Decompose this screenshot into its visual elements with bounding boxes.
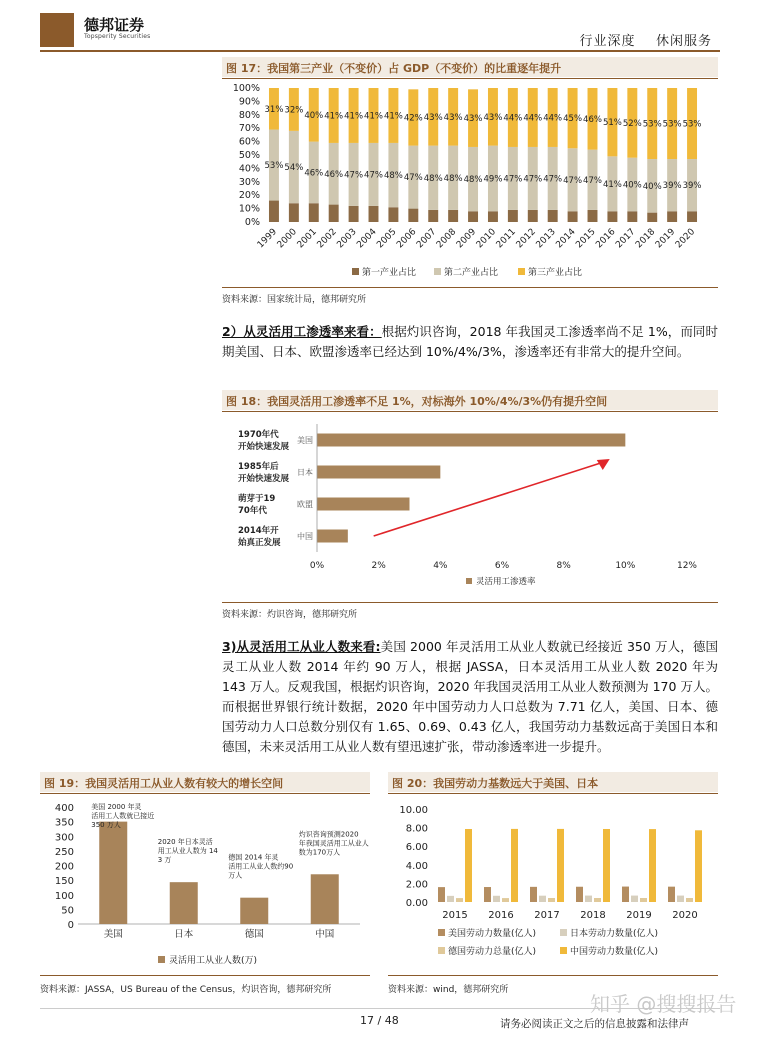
x-tick-label: 0% [309,561,325,571]
bar [585,896,592,902]
annotation-label: 始真正发展 [238,538,281,548]
fig17-chart [222,80,718,285]
bar [539,896,546,902]
bar-segment [607,211,617,222]
data-label: 41% [383,111,403,122]
y-tick-label: 350 [54,817,74,829]
fig19-bottom-rule [40,975,370,976]
fig19-chart [40,797,370,969]
y-tick-label: 150 [54,876,74,888]
fig17-top-rule [222,78,718,79]
data-label: 47% [403,173,423,184]
x-tick-label: 2015 [574,227,598,251]
legend-label: 德国劳动力总量(亿人) [448,947,537,957]
x-tick-label: 德国 [244,929,264,940]
fig17-bottom-rule [222,287,718,288]
data-label: 47% [503,174,523,185]
x-tick-label: 2018 [634,227,658,251]
y-tick-label: 250 [54,846,74,858]
legend-label: 第二产业占比 [444,268,499,278]
legend-swatch [158,956,165,963]
legend-swatch [560,947,567,954]
data-label: 53% [662,119,682,130]
y-tick-label: 10% [238,203,260,215]
trend-arrow-head-icon [597,459,610,470]
x-tick-label: 2010 [474,227,499,251]
bar-segment [388,207,398,222]
legend-swatch [518,268,525,275]
y-category-label: 欧盟 [297,500,313,509]
bar [511,829,518,902]
fig20-top-rule [388,793,718,794]
y-tick-label: 30% [238,176,260,188]
bar [557,829,564,902]
data-label: 41% [344,111,364,122]
fig19-top-rule [40,793,370,794]
fig18-source: 资料来源：灼识咨询，德邦研究所 [222,610,358,620]
bar-segment [667,211,677,222]
data-label: 44% [543,113,563,124]
data-label: 48% [443,173,463,184]
x-tick-label: 2004 [355,227,379,251]
x-tick-label: 2020 [672,910,698,921]
x-tick-label: 2008 [434,227,459,251]
annotation-label: 3 万 [157,856,172,865]
x-tick-label: 2020 [673,227,698,251]
legend-label: 日本劳动力数量(亿人) [570,929,659,939]
bar [170,882,198,924]
company-name-en: Topsperity Securities [84,33,151,40]
legend-label: 灵活用工渗透率 [476,577,536,587]
data-label: 47% [583,175,602,186]
data-label: 40% [622,180,642,191]
legend-swatch [466,578,472,584]
annotation-label: 年我国灵活用工从业人 [298,839,369,848]
annotation-label: 开始快速发展 [238,474,290,484]
bar-segment [647,213,657,222]
legend-swatch [352,268,359,275]
bar [530,887,537,902]
bar-segment [488,211,498,222]
x-tick-label: 2000 [275,227,299,251]
fig18-bottom-rule [222,602,718,603]
report-category: 行业深度 休闲服务 [579,34,712,49]
page-number: 17 / 48 [360,1014,399,1027]
data-label: 52% [622,118,642,129]
bar [240,898,268,924]
x-tick-label: 2009 [454,227,479,251]
bar-segment [468,211,478,222]
data-label: 31% [264,104,284,115]
bar-segment [329,205,339,222]
bar [631,896,638,902]
x-tick-label: 2017 [534,910,560,921]
bar-segment [528,210,538,222]
x-tick-label: 2013 [534,227,558,251]
company-name: 德邦证券 [84,16,145,34]
fig18-chart [222,418,718,598]
bar [649,829,656,902]
y-tick-label: 100 [54,890,74,902]
x-tick-label: 1999 [255,227,280,251]
fig17-source: 资料来源：国家统计局，德邦研究所 [222,295,367,305]
footer-disclaimer: 请务必阅读正文之后的信息披露和法律声 [500,1018,689,1030]
annotation-label: 2014年开 [238,526,279,536]
bar-segment [687,211,697,222]
bar-segment [448,210,458,222]
data-label: 42% [403,113,423,124]
bar-segment [269,201,279,222]
data-label: 53% [682,119,702,130]
bar [456,898,463,902]
annotation-label: 活用工从业人数约90 [228,862,294,871]
bar-segment [508,210,518,222]
data-label: 43% [483,112,503,123]
data-label: 41% [602,179,622,190]
y-tick-label: 0% [244,217,260,228]
y-tick-label: 20% [238,190,260,202]
y-category-label: 日本 [297,468,313,477]
x-tick-label: 2002 [315,227,339,251]
bar [99,822,127,924]
annotation-label: 萌芽于19 [238,494,276,504]
x-tick-label: 2015 [442,910,468,921]
y-tick-label: 400 [54,803,74,814]
x-tick-label: 2007 [415,227,439,251]
y-tick-label: 4.00 [405,860,428,872]
data-label: 48% [423,173,443,184]
legend-label: 第三产业占比 [528,268,583,278]
x-tick-label: 日本 [174,929,194,940]
data-label: 44% [523,113,543,124]
data-label: 46% [324,169,344,180]
data-label: 47% [344,170,364,181]
x-tick-label: 2014 [554,227,578,251]
data-label: 44% [503,113,523,124]
fig20-source: 资料来源：wind，德邦研究所 [388,985,509,995]
paragraph-headcount-body: 美国 2000 年灵活用工从业人数就已经接近 350 万人，德国灵工从业人数 2014 年约 90 万人，根据 JASSA，日本灵活用工从业人数 2020 年为 143 万人。反观我国，根据灼识咨询，2020 年我国灵活用工从业人数预测为 170 万人。而根据世界银行统计数据，2020 年中国劳动力人口总数为 7.71 亿人，美国、日本、德国劳动力人口总数分别仅有 1.65、0.69、0.43 亿人，我国劳动力基数远高于美国日本和德国，未来灵活用工从业人数有望迅速扩张，带动渗透率进一步提升。 [222,639,718,754]
fig18-title: 图 18：我国灵活用工渗透率不足 1%，对标海外 10%/4%/3%仍有提升空间 [222,390,718,410]
bar-segment [588,210,598,222]
bar-segment [627,211,637,222]
x-tick-label: 2% [371,561,386,571]
data-label: 54% [284,163,304,174]
bar [695,830,702,902]
data-label: 46% [304,168,324,179]
bar [668,887,675,902]
data-label: 39% [662,181,682,192]
annotation-label: 开始快速发展 [238,442,290,452]
bar [447,896,454,902]
header-divider [40,50,720,52]
fig17-title: 图 17：我国第三产业（不变价）占 GDP（不变价）的比重逐年提升 [222,57,718,77]
data-label: 46% [583,114,602,125]
x-tick-label: 6% [494,561,510,571]
x-tick-label: 2001 [295,227,319,251]
data-label: 53% [264,161,284,172]
x-tick-label: 2011 [494,227,518,251]
legend-swatch [438,947,445,954]
annotation-label: 万人 [228,871,243,880]
annotation-label: 70年代 [238,506,267,516]
data-label: 47% [543,174,563,185]
fig19-source: 资料来源：JASSA，US Bureau of the Census，灼识咨询，德邦研究所 [40,985,332,995]
x-tick-label: 2017 [614,227,638,251]
fig20-title: 图 20：我国劳动力基数远大于美国、日本 [388,772,718,792]
company-logo-icon [40,13,74,47]
annotation-label: 美国 2000 年灵 [91,803,142,811]
y-tick-label: 200 [54,861,74,873]
paragraph-penetration-body: 根据灼识咨询，2018 年我国灵工渗透率尚不足 1%，而同时期美国、日本、欧盟渗透率已经达到 10%/4%/3%，渗透率还有非常大的提升空间。 [222,324,718,359]
x-tick-label: 10% [615,561,636,571]
bar-segment [369,206,379,222]
data-label: 41% [364,111,383,122]
fig20-chart [388,797,718,969]
legend-label: 第一产业占比 [362,268,417,278]
bar [640,898,647,902]
y-tick-label: 0 [67,920,74,931]
x-tick-label: 2016 [488,910,514,921]
bar-segment [408,209,418,222]
bar [493,896,500,902]
bar [317,498,410,511]
bar [317,466,440,479]
y-tick-label: 10.00 [399,805,428,816]
data-label: 40% [304,110,324,121]
x-tick-label: 2016 [594,227,618,251]
y-tick-label: 50 [61,905,74,917]
y-category-label: 中国 [297,532,313,541]
bar [603,829,610,902]
paragraph-headcount [222,637,718,757]
annotation-label: 灼识咨询预测2020 [298,830,359,839]
bar-segment [349,206,359,222]
y-tick-label: 40% [238,163,260,175]
y-tick-label: 80% [238,109,260,121]
annotation-label: 活用工人数就已接近 [91,812,155,820]
y-tick-label: 300 [54,832,74,844]
data-label: 51% [602,118,622,129]
bar [622,887,629,902]
y-category-label: 美国 [297,436,313,445]
x-tick-label: 2019 [653,227,678,251]
bar [686,898,693,902]
x-tick-label: 2012 [514,227,538,251]
data-label: 53% [642,119,662,130]
y-tick-label: 100% [232,83,260,94]
data-label: 48% [463,175,483,186]
data-label: 43% [463,114,483,125]
annotation-label: 用工从业人数为 14 [157,847,218,856]
x-tick-label: 2003 [335,227,359,251]
data-label: 32% [284,105,304,116]
y-tick-label: 0.00 [405,898,428,909]
data-label: 48% [383,171,403,182]
bar-segment [428,210,438,222]
bar-segment [568,211,578,222]
data-label: 41% [324,111,344,122]
fig18-top-rule [222,411,718,412]
bar [548,898,555,902]
data-label: 43% [423,112,443,123]
data-label: 49% [483,174,503,185]
bar [484,887,491,902]
bar [502,898,509,902]
bar [317,434,625,447]
x-tick-label: 美国 [103,929,123,940]
paragraph-penetration [222,322,718,362]
y-tick-label: 90% [238,96,260,108]
bar-segment [289,203,299,222]
bar-segment [548,210,558,222]
fig20-bottom-rule [388,975,718,976]
annotation-label: 2020 年日本灵活 [157,838,213,847]
annotation-label: 德国 2014 年灵 [228,853,279,862]
bar [438,887,445,902]
bar [594,898,601,902]
x-tick-label: 8% [556,561,571,571]
bar [465,829,472,902]
y-tick-label: 8.00 [405,823,428,835]
y-tick-label: 70% [238,123,260,135]
y-tick-label: 50% [238,150,260,161]
x-tick-label: 2018 [580,910,606,921]
legend-swatch [438,929,445,936]
legend-label: 中国劳动力数量(亿人) [570,947,659,957]
watermark: 知乎 @搜搜报告 [590,992,737,1016]
x-tick-label: 2019 [626,910,652,921]
x-tick-label: 2006 [395,227,419,251]
legend-swatch [434,268,441,275]
annotation-label: 数为170万人 [298,848,341,857]
annotation-label: 1970年代 [238,430,279,440]
data-label: 43% [443,112,463,123]
legend-swatch [560,929,567,936]
bar [311,874,339,924]
bar-segment [309,203,319,222]
legend-label: 灵活用工从业人数(万) [169,956,258,966]
y-tick-label: 6.00 [405,842,428,854]
legend-label: 美国劳动力数量(亿人) [448,929,537,939]
paragraph-headcount-lead: 3)从灵活用工从业人数来看: [222,639,381,654]
y-tick-label: 60% [238,136,260,148]
bar [317,530,348,543]
bar [677,896,684,902]
x-tick-label: 2005 [375,227,399,251]
y-tick-label: 2.00 [405,879,428,891]
data-label: 47% [563,175,583,186]
data-label: 40% [642,181,662,192]
annotation-label: 1985年后 [238,462,279,472]
fig19-title: 图 19：我国灵活用工从业人数有较大的增长空间 [40,772,370,792]
annotation-label: 350 万人 [91,821,121,829]
data-label: 47% [364,170,383,181]
bar [576,887,583,902]
paragraph-penetration-lead: 2）从灵活用工渗透率来看： [222,324,382,339]
data-label: 47% [523,174,543,185]
x-tick-label: 12% [676,561,698,571]
x-tick-label: 4% [433,561,448,571]
data-label: 45% [563,114,583,125]
data-label: 39% [682,181,702,192]
x-tick-label: 中国 [315,929,335,940]
